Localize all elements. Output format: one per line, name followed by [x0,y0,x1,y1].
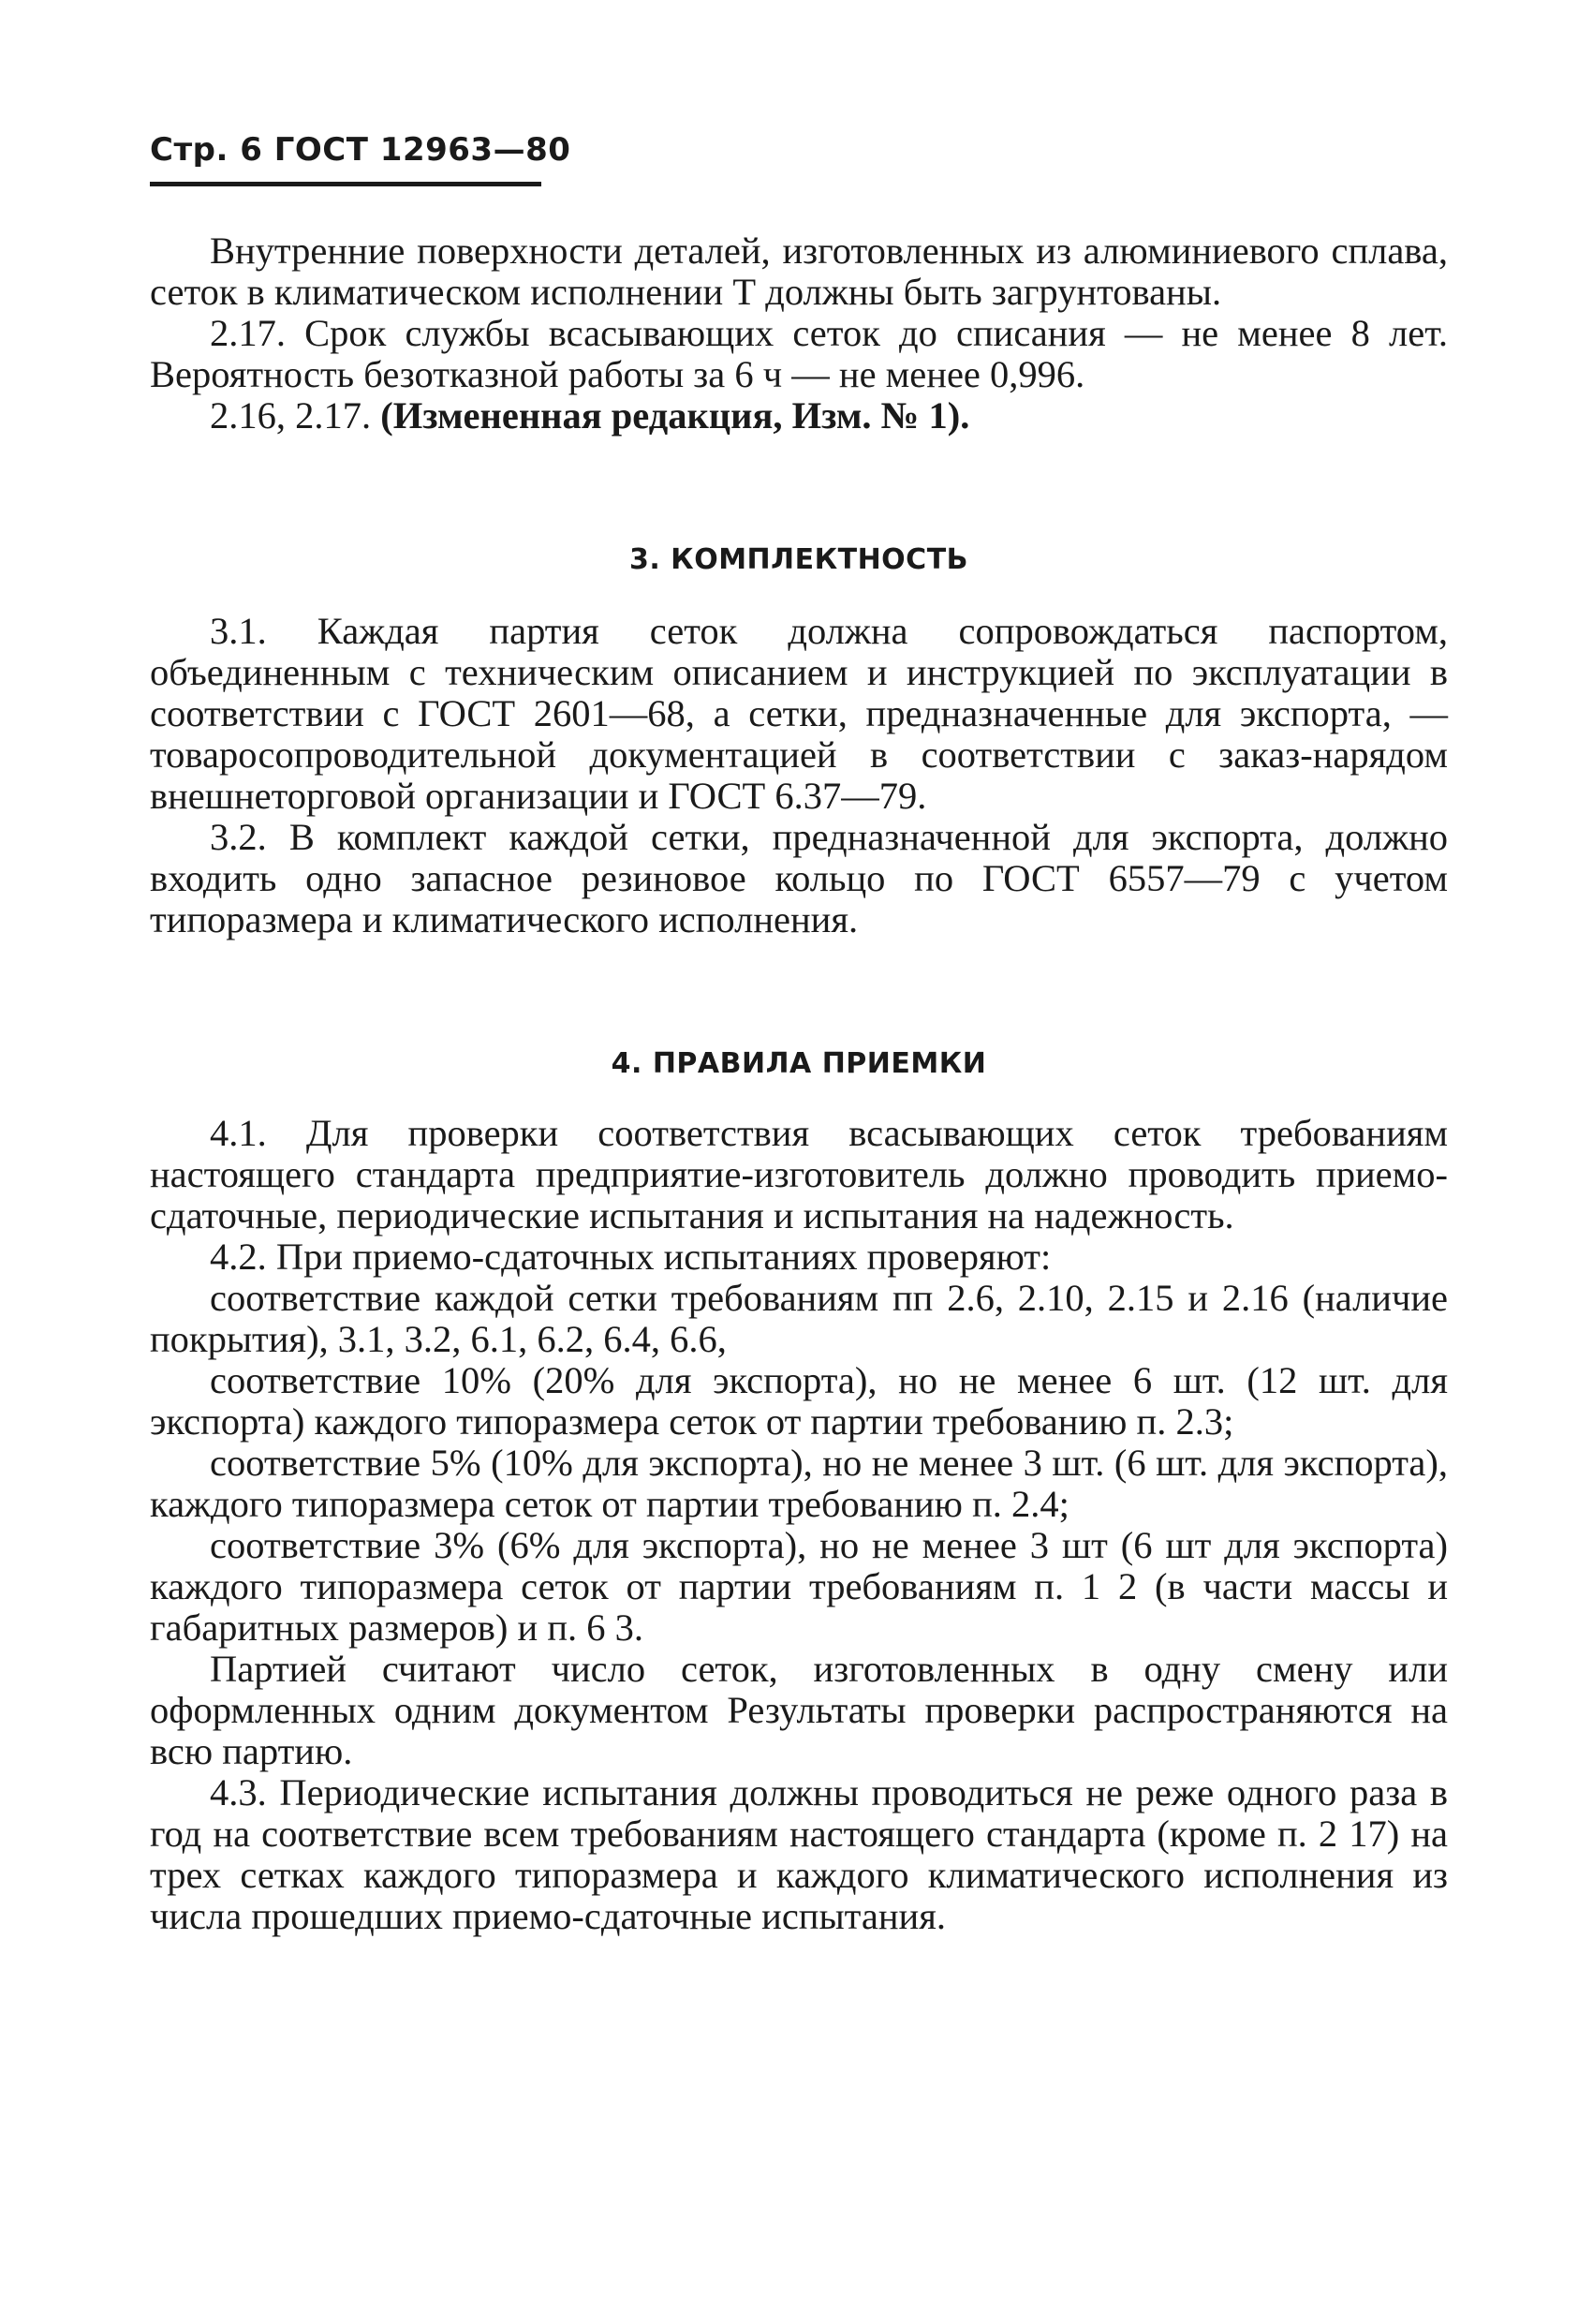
paragraph-amendment [150,395,1448,437]
paragraph-batch: Партией считают число сеток, изготовленных в одну смену или оформленных одним документом Результаты проверки распространяются на всю партию. [150,1648,1448,1772]
list-item: соответствие 10% (20% для экспорта), но не менее 6 шт. (12 шт. для экспорта) каждого типоразмера сеток от партии требованию п. 2.3; [150,1359,1448,1443]
header-rule [150,182,541,186]
amendment-note: (Измененная редакция, Изм. № 1). [380,394,970,437]
paragraph-3-1: 3.1. Каждая партия сеток должна сопровождаться паспортом, объединенным с техническим описанием и инструкцией по эксплуатации в соответствии с ГОСТ 2601—68, а сетки, предназначенные для экспорта, — товаросопроводительной документацией в соответствии с заказ-нарядом внешнеторговой организации и ГОСТ 6.37—79. [150,610,1448,817]
paragraph-primer: Внутренние поверхности деталей, изготовленных из алюминиевого сплава, сеток в климатическом исполнении Т должны быть загрунтованы. [150,229,1448,313]
list-item: соответствие 5% (10% для экспорта), но не менее 3 шт. (6 шт. для экспорта), каждого типоразмера сеток от партии требованию п. 2.4; [150,1442,1448,1525]
paragraph-4-3: 4.3. Периодические испытания должны проводиться не реже одного раза в год на соответствие всем требованиям настоящего стандарта (кроме п. 2 17) на трех сетках каждого типоразмера и каждого климатического исполнения из числа прошедших приемо-сдаточные испытания. [150,1771,1448,1937]
paragraph-4-2: 4.2. При приемо-сдаточных испытаниях проверяют: [210,1236,1052,1278]
paragraph-2-17: 2.17. Срок службы всасывающих сеток до списания — не менее 8 лет. Вероятность безотказной работы за 6 ч — не менее 0,996. [150,312,1448,395]
list-item: соответствие каждой сетки требованиям пп 2.6, 2.10, 2.15 и 2.16 (наличие покрытия), 3.1, 3.2, 6.1, 6.2, 6.4, 6.6, [150,1277,1448,1360]
amendment-refs: 2.16, 2.17. [210,394,381,437]
section-title-completeness: 3. КОМПЛЕКТНОСТЬ [628,543,969,576]
section-completeness [150,611,1448,940]
list-item: соответствие 3% (6% для экспорта), но не менее 3 шт (6 шт для экспорта) каждого типоразмера сеток от партии требованиям п. 1 2 (в части массы и габаритных размеров) и п. 6 3. [150,1524,1448,1649]
paragraph-4-1: 4.1. Для проверки соответствия всасывающих сеток требованиям настоящего стандарта предприятие-изготовитель должно проводить приемо-сдаточные, периодические испытания и испытания на надежность. [150,1112,1448,1236]
section-title-acceptance: 4. ПРАВИЛА ПРИЕМКИ [611,1047,987,1080]
running-head: Стр. 6 ГОСТ 12963—80 [150,131,571,169]
section-acceptance [150,1113,1448,1937]
paragraph-3-2: 3.2. В комплект каждой сетки, предназначенной для экспорта, должно входить одно запасное резиновое кольцо по ГОСТ 6557—79 с учетом типоразмера и климатического исполнения. [150,816,1448,940]
block-intro [150,230,1448,437]
